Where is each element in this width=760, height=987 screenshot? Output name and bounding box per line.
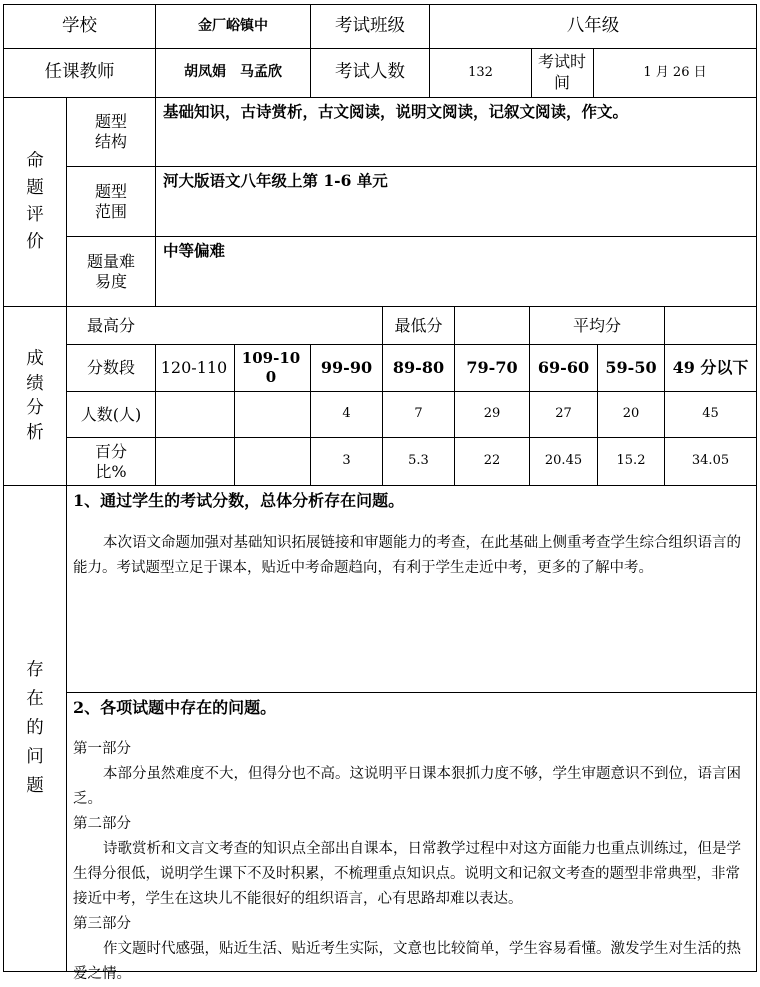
max-score-label: 最高分: [86, 315, 135, 335]
band-cell: 79-70: [466, 358, 518, 377]
time-label: 考试时间: [537, 52, 586, 92]
section-title: 第二部分: [73, 816, 131, 832]
count-cell: 20: [622, 406, 640, 422]
teacher-value: 胡凤娟 马孟欣: [184, 64, 282, 81]
evaluation-row-label-scope: 题型范围: [94, 181, 127, 221]
count-cell: 4: [342, 406, 351, 422]
class-label: 考试班级: [335, 15, 405, 36]
class-value: 八年级: [566, 15, 620, 36]
evaluation-row-value-scope: 河大版语文八年级上第 1-6 单元: [163, 171, 388, 190]
teacher-label: 任课教师: [44, 62, 115, 83]
section-title: 第一部分: [73, 741, 131, 757]
percent-cell: 3: [342, 453, 351, 469]
part2-heading: 2、各项试题中存在的问题。: [73, 698, 277, 717]
band-cell: 120-110: [160, 358, 228, 377]
percent-cell: [235, 438, 310, 485]
count-cell: 29: [483, 406, 501, 422]
max-score-value: [156, 307, 382, 344]
evaluation-row-label-difficulty: 题量难易度: [86, 251, 135, 291]
percent-cell: 34.05: [691, 453, 730, 469]
evaluation-row-label-structure: 题型结构: [94, 112, 127, 151]
band-cell: 49 分以下: [672, 358, 749, 377]
part1-heading: 1、通过学生的考试分数，总体分析存在问题。: [73, 491, 405, 510]
evaluation-row-value-structure: 基础知识，古诗赏析，古文阅读，说明文阅读，记叙文阅读，作文。: [163, 102, 629, 121]
min-score-value: [455, 307, 529, 344]
school-value: 金厂峪镇中: [198, 17, 268, 34]
count-row-label: 人数(人): [80, 404, 142, 424]
count-value: 132: [468, 64, 493, 80]
percent-cell: 20.45: [544, 453, 583, 469]
percent-cell: 5.3: [408, 453, 429, 469]
avg-score-label: 平均分: [572, 315, 621, 335]
part2-body: [73, 737, 751, 987]
count-cell: 45: [702, 406, 719, 422]
percent-cell: [156, 438, 234, 485]
school-label: 学校: [62, 15, 97, 36]
percent-cell: 22: [483, 453, 501, 469]
count-label: 考试人数: [335, 62, 405, 83]
section-title: 第三部分: [73, 916, 131, 932]
evaluation-row-value-difficulty: 中等偏难: [163, 241, 226, 260]
band-cell: 99-90: [320, 358, 373, 377]
count-cell: [156, 392, 234, 437]
scores-section-label: 成绩分析: [26, 349, 44, 443]
part1-text: 本次语文命题加强对基础知识拓展链接和审题能力的考查，在此基础上侧重考查学生综合组织语言的能力。考试题型立足于课本，贴近中考命题趋向，有利于学生走近中考，更多的了解中考。: [73, 535, 741, 576]
percent-cell: 15.2: [616, 453, 646, 469]
band-cell: 69-60: [537, 358, 590, 377]
min-score-label: 最低分: [394, 315, 443, 335]
section-text: 本部分虽然难度不大，但得分也不高。这说明平日课本狠抓力度不够，学生审题意识不到位，语言困乏。: [73, 766, 741, 807]
evaluation-section-label: 命题评价: [26, 150, 44, 253]
band-cell: 59-50: [605, 358, 657, 377]
problems-section-label: 存在的问题: [26, 660, 44, 796]
section-text: 作文题时代感强，贴近生活、贴近考生实际，文意也比较简单，学生容易看懂。激发学生对生活的热爱之情。: [73, 941, 741, 982]
band-cell: 109-100: [241, 349, 301, 386]
count-cell: 7: [414, 406, 423, 422]
band-label: 分数段: [86, 358, 135, 377]
percent-row-label: 百分比%: [94, 441, 127, 481]
count-cell: [235, 392, 310, 437]
time-value: 1 月 26 日: [643, 64, 707, 80]
band-cell: 89-80: [392, 358, 445, 377]
avg-score-value: [665, 307, 756, 344]
section-text: 诗歌赏析和文言文考查的知识点全部出自课本，日常教学过程中对这方面能力也重点训练过，但是学生得分很低，说明学生课下不及时积累，不梳理重点知识点。说明文和记叙文考查的题型非常典型，非常接近中考，学生在这块儿不能很好的组织语言，心有思路却难以表达。: [73, 841, 741, 907]
count-cell: 27: [555, 406, 572, 422]
